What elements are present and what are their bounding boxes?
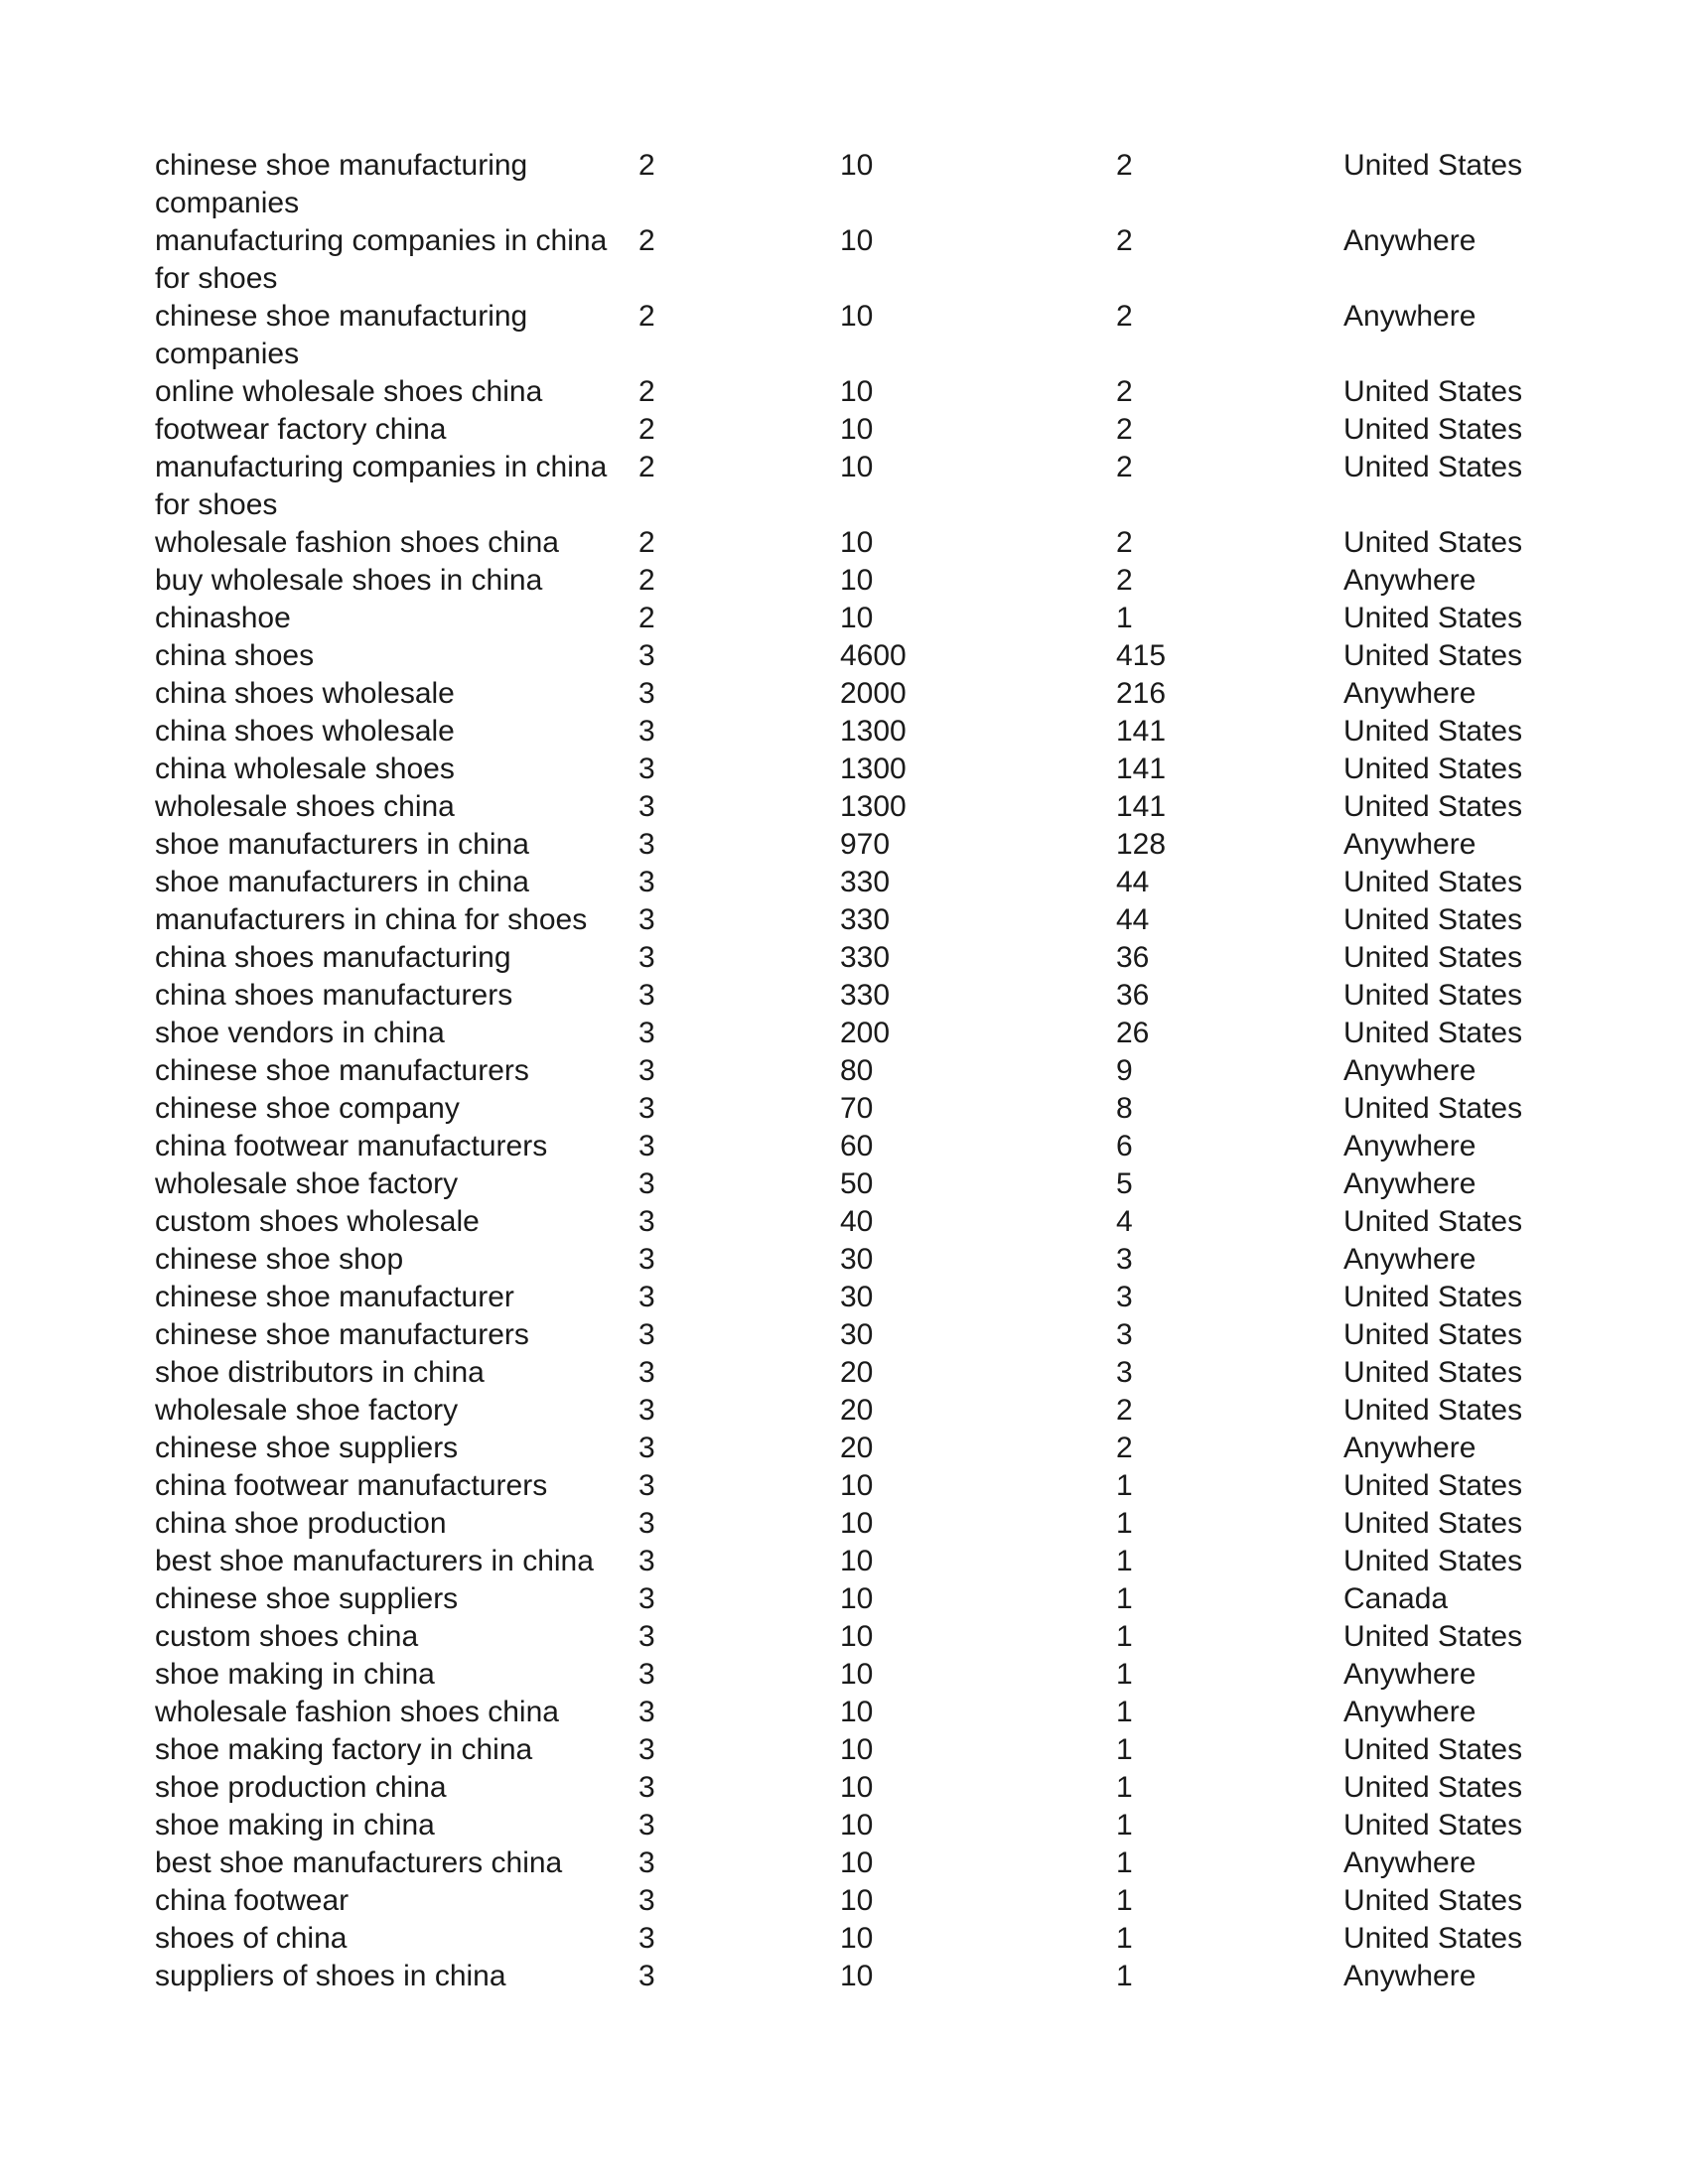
table-row <box>155 1430 1605 1467</box>
table-row <box>155 751 1605 788</box>
position-cell: 3 <box>638 1017 655 1049</box>
position-cell: 3 <box>638 828 655 861</box>
table-row <box>155 788 1605 826</box>
location-cell: United States <box>1343 413 1523 446</box>
location-cell: United States <box>1343 866 1523 898</box>
traffic-cell: 2 <box>1116 451 1133 483</box>
search-volume-cell: 330 <box>840 903 891 936</box>
search-volume-cell: 10 <box>840 1960 874 1992</box>
location-cell: United States <box>1343 715 1523 748</box>
keyword-cell: china shoes wholesale <box>155 677 455 710</box>
location-cell: United States <box>1343 1809 1523 1842</box>
table-row <box>155 147 1605 222</box>
traffic-cell: 1 <box>1116 1696 1133 1728</box>
position-cell: 2 <box>638 224 655 257</box>
traffic-cell: 1 <box>1116 1658 1133 1691</box>
search-volume-cell: 330 <box>840 941 891 974</box>
position-cell: 3 <box>638 1809 655 1842</box>
position-cell: 2 <box>638 526 655 559</box>
location-cell: Anywhere <box>1343 1432 1477 1464</box>
traffic-cell: 1 <box>1116 1733 1133 1766</box>
location-cell: United States <box>1343 1394 1523 1427</box>
traffic-cell: 26 <box>1116 1017 1150 1049</box>
search-volume-cell: 10 <box>840 413 874 446</box>
traffic-cell: 2 <box>1116 564 1133 597</box>
traffic-cell: 1 <box>1116 1545 1133 1577</box>
traffic-cell: 1 <box>1116 1582 1133 1615</box>
location-cell: Anywhere <box>1343 300 1477 333</box>
keyword-cell: wholesale shoe factory <box>155 1394 459 1427</box>
table-row <box>155 1392 1605 1430</box>
traffic-cell: 6 <box>1116 1130 1133 1162</box>
traffic-cell: 44 <box>1116 866 1150 898</box>
keyword-cell: china footwear <box>155 1884 350 1917</box>
keyword-cell: manufacturing companies in china for shoes <box>155 451 608 521</box>
table-row <box>155 939 1605 977</box>
location-cell: United States <box>1343 1922 1523 1955</box>
table-row <box>155 1882 1605 1920</box>
position-cell: 3 <box>638 903 655 936</box>
location-cell: United States <box>1343 1318 1523 1351</box>
search-volume-cell: 330 <box>840 979 891 1012</box>
keyword-cell: wholesale shoe factory <box>155 1167 459 1200</box>
location-cell: United States <box>1343 1733 1523 1766</box>
table-row <box>155 1958 1605 1995</box>
position-cell: 3 <box>638 1922 655 1955</box>
position-cell: 3 <box>638 979 655 1012</box>
table-row <box>155 1128 1605 1165</box>
keyword-cell: shoe manufacturers in china <box>155 828 529 861</box>
table-row <box>155 1354 1605 1392</box>
position-cell: 3 <box>638 941 655 974</box>
keyword-cell: buy wholesale shoes in china <box>155 564 543 597</box>
position-cell: 3 <box>638 1394 655 1427</box>
search-volume-cell: 200 <box>840 1017 891 1049</box>
table-row <box>155 1543 1605 1580</box>
position-cell: 3 <box>638 1696 655 1728</box>
keyword-cell: china wholesale shoes <box>155 752 455 785</box>
keyword-cell: online wholesale shoes china <box>155 375 543 408</box>
keyword-cell: chinese shoe manufacturing companies <box>155 149 528 219</box>
search-volume-cell: 1300 <box>840 790 907 823</box>
table-row <box>155 1052 1605 1090</box>
keyword-cell: shoe production china <box>155 1771 447 1804</box>
location-cell: Anywhere <box>1343 1167 1477 1200</box>
keyword-cell: chinese shoe manufacturers <box>155 1318 529 1351</box>
table-row <box>155 1467 1605 1505</box>
location-cell: United States <box>1343 451 1523 483</box>
position-cell: 3 <box>638 1469 655 1502</box>
position-cell: 3 <box>638 715 655 748</box>
traffic-cell: 2 <box>1116 413 1133 446</box>
location-cell: United States <box>1343 903 1523 936</box>
keyword-cell: shoe vendors in china <box>155 1017 445 1049</box>
location-cell: United States <box>1343 1884 1523 1917</box>
traffic-cell: 216 <box>1116 677 1167 710</box>
search-volume-cell: 10 <box>840 1771 874 1804</box>
table-row <box>155 524 1605 562</box>
location-cell: United States <box>1343 1092 1523 1125</box>
keyword-cell: chinese shoe manufacturers <box>155 1054 529 1087</box>
table-row <box>155 562 1605 600</box>
traffic-cell: 128 <box>1116 828 1167 861</box>
table-row <box>155 864 1605 901</box>
keyword-cell: shoes of china <box>155 1922 348 1955</box>
position-cell: 3 <box>638 1582 655 1615</box>
position-cell: 3 <box>638 1620 655 1653</box>
table-row <box>155 1656 1605 1694</box>
location-cell: Anywhere <box>1343 828 1477 861</box>
location-cell: United States <box>1343 1017 1523 1049</box>
traffic-cell: 1 <box>1116 1771 1133 1804</box>
search-volume-cell: 970 <box>840 828 891 861</box>
traffic-cell: 2 <box>1116 526 1133 559</box>
traffic-cell: 44 <box>1116 903 1150 936</box>
traffic-cell: 1 <box>1116 1809 1133 1842</box>
keyword-cell: shoe making in china <box>155 1809 435 1842</box>
search-volume-cell: 10 <box>840 1582 874 1615</box>
table-row <box>155 1920 1605 1958</box>
traffic-cell: 1 <box>1116 1884 1133 1917</box>
table-row <box>155 411 1605 449</box>
search-volume-cell: 10 <box>840 526 874 559</box>
position-cell: 3 <box>638 1733 655 1766</box>
location-cell: Anywhere <box>1343 1054 1477 1087</box>
search-volume-cell: 2000 <box>840 677 907 710</box>
table-row <box>155 1241 1605 1279</box>
search-volume-cell: 10 <box>840 224 874 257</box>
position-cell: 3 <box>638 1356 655 1389</box>
location-cell: United States <box>1343 1205 1523 1238</box>
keyword-cell: chinese shoe manufacturing companies <box>155 300 528 370</box>
search-volume-cell: 80 <box>840 1054 874 1087</box>
traffic-cell: 141 <box>1116 752 1167 785</box>
location-cell: United States <box>1343 1545 1523 1577</box>
search-volume-cell: 10 <box>840 1620 874 1653</box>
position-cell: 3 <box>638 1771 655 1804</box>
position-cell: 3 <box>638 1884 655 1917</box>
search-volume-cell: 20 <box>840 1356 874 1389</box>
location-cell: United States <box>1343 1356 1523 1389</box>
position-cell: 3 <box>638 1318 655 1351</box>
position-cell: 2 <box>638 564 655 597</box>
position-cell: 3 <box>638 1960 655 1992</box>
table-row <box>155 713 1605 751</box>
traffic-cell: 2 <box>1116 224 1133 257</box>
search-volume-cell: 60 <box>840 1130 874 1162</box>
traffic-cell: 1 <box>1116 1846 1133 1879</box>
table-row <box>155 1731 1605 1769</box>
table-row <box>155 901 1605 939</box>
keyword-cell: china shoes <box>155 639 315 672</box>
traffic-cell: 2 <box>1116 300 1133 333</box>
search-volume-cell: 1300 <box>840 752 907 785</box>
traffic-cell: 3 <box>1116 1318 1133 1351</box>
search-volume-cell: 10 <box>840 602 874 634</box>
traffic-cell: 36 <box>1116 941 1150 974</box>
position-cell: 3 <box>638 1507 655 1540</box>
search-volume-cell: 20 <box>840 1432 874 1464</box>
keyword-cell: best shoe manufacturers china <box>155 1846 563 1879</box>
traffic-cell: 2 <box>1116 149 1133 182</box>
keyword-cell: china footwear manufacturers <box>155 1130 548 1162</box>
table-row <box>155 1203 1605 1241</box>
search-volume-cell: 10 <box>840 1696 874 1728</box>
search-volume-cell: 50 <box>840 1167 874 1200</box>
keyword-cell: chinese shoe suppliers <box>155 1582 459 1615</box>
keyword-cell: shoe making in china <box>155 1658 435 1691</box>
table-row <box>155 1769 1605 1807</box>
table-row <box>155 1165 1605 1203</box>
traffic-cell: 415 <box>1116 639 1167 672</box>
traffic-cell: 36 <box>1116 979 1150 1012</box>
location-cell: Anywhere <box>1343 1243 1477 1276</box>
table-row <box>155 298 1605 373</box>
position-cell: 3 <box>638 1545 655 1577</box>
location-cell: United States <box>1343 790 1523 823</box>
search-volume-cell: 10 <box>840 1922 874 1955</box>
keyword-cell: chinese shoe manufacturer <box>155 1281 514 1313</box>
location-cell: Anywhere <box>1343 677 1477 710</box>
position-cell: 3 <box>638 1167 655 1200</box>
search-volume-cell: 10 <box>840 451 874 483</box>
table-row <box>155 222 1605 298</box>
location-cell: United States <box>1343 526 1523 559</box>
traffic-cell: 1 <box>1116 1507 1133 1540</box>
keyword-cell: chinese shoe company <box>155 1092 460 1125</box>
location-cell: United States <box>1343 1771 1523 1804</box>
search-volume-cell: 10 <box>840 564 874 597</box>
keyword-cell: shoe distributors in china <box>155 1356 485 1389</box>
table-row <box>155 1316 1605 1354</box>
traffic-cell: 9 <box>1116 1054 1133 1087</box>
location-cell: United States <box>1343 752 1523 785</box>
traffic-cell: 1 <box>1116 1922 1133 1955</box>
position-cell: 3 <box>638 1205 655 1238</box>
keyword-cell: wholesale fashion shoes china <box>155 1696 559 1728</box>
table-row <box>155 1618 1605 1656</box>
keyword-cell: footwear factory china <box>155 413 447 446</box>
table-row <box>155 373 1605 411</box>
search-volume-cell: 10 <box>840 1658 874 1691</box>
position-cell: 3 <box>638 1054 655 1087</box>
search-volume-cell: 10 <box>840 375 874 408</box>
position-cell: 3 <box>638 752 655 785</box>
position-cell: 3 <box>638 1658 655 1691</box>
search-volume-cell: 1300 <box>840 715 907 748</box>
table-row <box>155 1090 1605 1128</box>
keyword-cell: shoe manufacturers in china <box>155 866 529 898</box>
keyword-cell: custom shoes china <box>155 1620 419 1653</box>
search-volume-cell: 330 <box>840 866 891 898</box>
table-row <box>155 675 1605 713</box>
search-volume-cell: 10 <box>840 1884 874 1917</box>
keyword-cell: china shoes manufacturing <box>155 941 511 974</box>
traffic-cell: 3 <box>1116 1281 1133 1313</box>
location-cell: United States <box>1343 1469 1523 1502</box>
position-cell: 3 <box>638 677 655 710</box>
traffic-cell: 2 <box>1116 1394 1133 1427</box>
position-cell: 3 <box>638 1092 655 1125</box>
position-cell: 2 <box>638 451 655 483</box>
keyword-cell: chinese shoe shop <box>155 1243 404 1276</box>
search-volume-cell: 40 <box>840 1205 874 1238</box>
keyword-cell: suppliers of shoes in china <box>155 1960 506 1992</box>
location-cell: Anywhere <box>1343 1658 1477 1691</box>
position-cell: 2 <box>638 375 655 408</box>
keyword-cell: china footwear manufacturers <box>155 1469 548 1502</box>
location-cell: Anywhere <box>1343 1960 1477 1992</box>
traffic-cell: 5 <box>1116 1167 1133 1200</box>
table-row <box>155 1505 1605 1543</box>
search-volume-cell: 10 <box>840 300 874 333</box>
keyword-table-body <box>155 147 1605 1995</box>
search-volume-cell: 10 <box>840 1469 874 1502</box>
search-volume-cell: 4600 <box>840 639 907 672</box>
keyword-cell: shoe making factory in china <box>155 1733 533 1766</box>
location-cell: United States <box>1343 979 1523 1012</box>
traffic-cell: 1 <box>1116 602 1133 634</box>
keyword-cell: chinese shoe suppliers <box>155 1432 459 1464</box>
location-cell: Anywhere <box>1343 224 1477 257</box>
position-cell: 2 <box>638 149 655 182</box>
traffic-cell: 141 <box>1116 790 1167 823</box>
location-cell: United States <box>1343 941 1523 974</box>
location-cell: Anywhere <box>1343 564 1477 597</box>
location-cell: United States <box>1343 1507 1523 1540</box>
keyword-cell: china shoes wholesale <box>155 715 455 748</box>
position-cell: 3 <box>638 639 655 672</box>
keyword-cell: manufacturing companies in china for shoes <box>155 224 608 295</box>
keyword-cell: wholesale shoes china <box>155 790 455 823</box>
table-row <box>155 977 1605 1015</box>
search-volume-cell: 30 <box>840 1243 874 1276</box>
search-volume-cell: 10 <box>840 1733 874 1766</box>
traffic-cell: 141 <box>1116 715 1167 748</box>
location-cell: Anywhere <box>1343 1846 1477 1879</box>
traffic-cell: 2 <box>1116 1432 1133 1464</box>
keyword-table-container <box>155 147 1605 1995</box>
table-row <box>155 1694 1605 1731</box>
keyword-cell: chinashoe <box>155 602 291 634</box>
search-volume-cell: 70 <box>840 1092 874 1125</box>
position-cell: 2 <box>638 602 655 634</box>
traffic-cell: 4 <box>1116 1205 1133 1238</box>
table-row <box>155 1279 1605 1316</box>
table-row <box>155 1807 1605 1844</box>
traffic-cell: 2 <box>1116 375 1133 408</box>
search-volume-cell: 30 <box>840 1318 874 1351</box>
traffic-cell: 3 <box>1116 1243 1133 1276</box>
location-cell: United States <box>1343 375 1523 408</box>
location-cell: United States <box>1343 639 1523 672</box>
search-volume-cell: 10 <box>840 1846 874 1879</box>
traffic-cell: 1 <box>1116 1469 1133 1502</box>
position-cell: 3 <box>638 1130 655 1162</box>
keyword-cell: china shoe production <box>155 1507 447 1540</box>
location-cell: United States <box>1343 1620 1523 1653</box>
traffic-cell: 1 <box>1116 1620 1133 1653</box>
search-volume-cell: 30 <box>840 1281 874 1313</box>
keyword-table <box>155 147 1605 1995</box>
location-cell: Anywhere <box>1343 1130 1477 1162</box>
search-volume-cell: 10 <box>840 149 874 182</box>
search-volume-cell: 10 <box>840 1809 874 1842</box>
position-cell: 3 <box>638 790 655 823</box>
position-cell: 3 <box>638 1846 655 1879</box>
traffic-cell: 8 <box>1116 1092 1133 1125</box>
search-volume-cell: 10 <box>840 1507 874 1540</box>
position-cell: 3 <box>638 1243 655 1276</box>
table-row <box>155 826 1605 864</box>
keyword-cell: best shoe manufacturers in china <box>155 1545 594 1577</box>
location-cell: Anywhere <box>1343 1696 1477 1728</box>
search-volume-cell: 10 <box>840 1545 874 1577</box>
keyword-cell: china shoes manufacturers <box>155 979 513 1012</box>
position-cell: 3 <box>638 1432 655 1464</box>
table-row <box>155 1015 1605 1052</box>
table-row <box>155 1844 1605 1882</box>
position-cell: 3 <box>638 1281 655 1313</box>
traffic-cell: 1 <box>1116 1960 1133 1992</box>
position-cell: 2 <box>638 300 655 333</box>
table-row <box>155 449 1605 524</box>
location-cell: United States <box>1343 602 1523 634</box>
position-cell: 3 <box>638 866 655 898</box>
location-cell: United States <box>1343 149 1523 182</box>
keyword-cell: manufacturers in china for shoes <box>155 903 588 936</box>
traffic-cell: 3 <box>1116 1356 1133 1389</box>
table-row <box>155 1580 1605 1618</box>
keyword-cell: custom shoes wholesale <box>155 1205 480 1238</box>
keyword-cell: wholesale fashion shoes china <box>155 526 559 559</box>
table-row <box>155 637 1605 675</box>
location-cell: Canada <box>1343 1582 1449 1615</box>
position-cell: 2 <box>638 413 655 446</box>
search-volume-cell: 20 <box>840 1394 874 1427</box>
table-row <box>155 600 1605 637</box>
location-cell: United States <box>1343 1281 1523 1313</box>
